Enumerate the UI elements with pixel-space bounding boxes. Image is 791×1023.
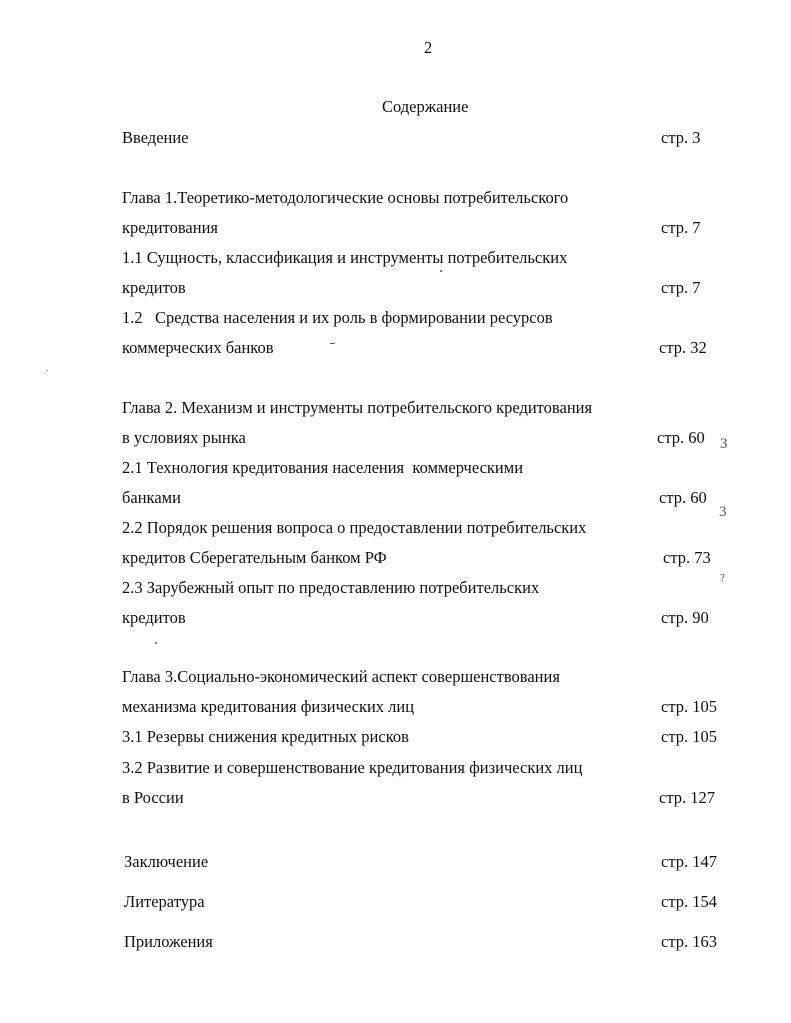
toc-entry-text: Глава 2. Механизм и инструменты потребительского кредитования [122,398,593,417]
toc-entry-text: Глава 1.Теоретико-методологические основы потребительского [122,188,569,207]
toc-entry-page: стр. 7 [661,278,701,297]
toc-entry-text: 3.1 Резервы снижения кредитных рисков [122,727,409,746]
margin-mark: ? [720,572,725,584]
page-title: Содержание [382,97,469,116]
toc-entry-page: стр. 154 [661,892,717,911]
toc-entry-page: стр. 3 [661,128,701,147]
toc-entry-page: стр. 163 [661,932,717,951]
toc-entry-page: стр. 60 [659,488,707,507]
toc-entry-text: кредитов [122,278,186,297]
toc-entry-text: кредитов Сберегательным банком РФ [122,548,387,567]
toc-entry-text: Глава 3.Социально-экономический аспект совершенствования [122,667,560,686]
margin-mark: 3 [719,504,727,520]
toc-entry-text: 2.3 Зарубежный опыт по предоставлению потребительских [122,578,540,597]
toc-entry-text: Приложения [124,932,213,951]
toc-entry-text: в России [122,788,184,807]
toc-entry-text: 2.1 Технология кредитования населения коммерческими [122,458,524,477]
toc-entry-text: кредитования [122,218,218,237]
toc-entry-page: стр. 105 [661,697,717,716]
scan-speck [330,343,335,344]
toc-entry-text: 3.2 Развитие и совершенствование кредитования физических лиц [122,758,583,777]
toc-entry-text: Введение [122,128,189,147]
toc-entry-text: 1.1 Сущность, классификация и инструменты потребительских [122,248,568,267]
toc-entry-page: стр. 73 [663,548,711,567]
toc-entry-page: стр. 60 [657,428,705,447]
toc-entry-page: стр. 127 [659,788,715,807]
page-number: 2 [424,38,433,57]
toc-entry-page: стр. 32 [659,338,707,357]
toc-entry-text: Литература [124,892,205,911]
margin-mark: 3 [720,436,728,452]
toc-entry-page: стр. 105 [661,727,717,746]
toc-entry-page: стр. 147 [661,852,717,871]
scan-speck [155,642,157,644]
toc-entry-page: стр. 90 [661,608,709,627]
toc-entry-text: Заключение [124,852,209,871]
toc-entry-text: кредитов [122,608,186,627]
toc-entry-text: коммерческих банков [122,338,274,357]
toc-entry-text: в условиях рынка [122,428,246,447]
toc-entry-text: банками [122,488,181,507]
toc-entry-text: механизма кредитования физических лиц [122,697,415,716]
scan-speck [47,370,48,371]
toc-entry-page: стр. 7 [661,218,701,237]
toc-entry-text: 1.2 Средства населения и их роль в формировании ресурсов [122,308,553,327]
scan-speck [440,270,442,272]
toc-entry-text: 2.2 Порядок решения вопроса о предоставлении потребительских [122,518,587,537]
